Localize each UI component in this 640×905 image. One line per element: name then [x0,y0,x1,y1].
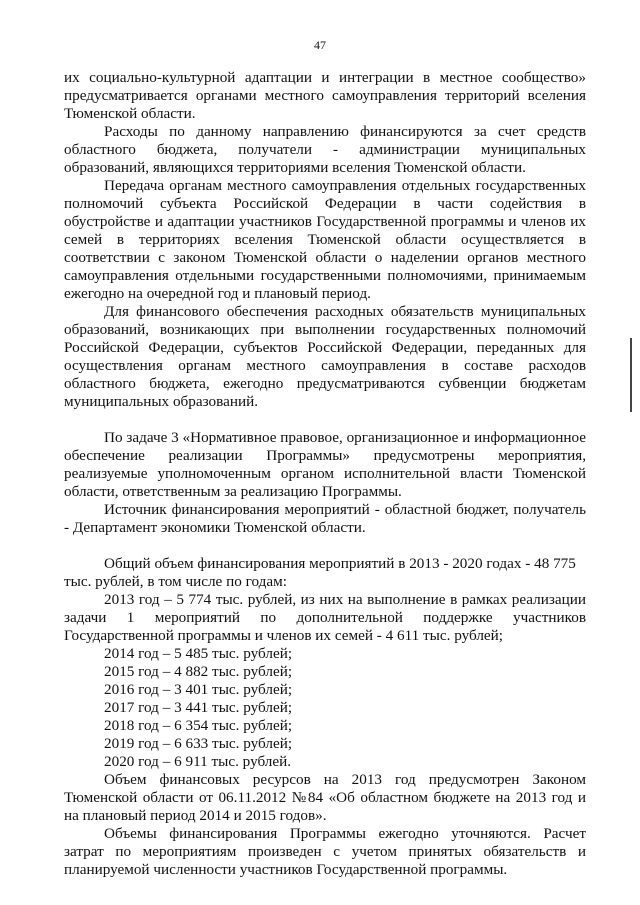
text-line: предусматривается органами местного самоуправления территорий вселения [64,87,586,104]
year-item: 2018 год – 6 354 тыс. рублей; [104,717,293,734]
text-line: Объемы финансирования Программы ежегодно уточняются. Расчет [104,825,586,842]
year-item: 2019 год – 6 633 тыс. рублей; [104,735,293,752]
text-line: муниципальных образований. [64,393,258,410]
text-line: планируемой численности участников Государственной программы. [64,861,508,878]
text-line: обустройстве и адаптации участников Государственной программы и членов их [64,213,586,230]
text-line: Источник финансирования мероприятий - областной бюджет, получатель [104,501,586,518]
text-line: задачи 1 мероприятий по дополнительной поддержке участников [64,609,586,626]
text-line: на плановый период 2014 и 2015 годов». [64,807,327,824]
scan-edge-mark [630,338,632,412]
text-line: их социально-культурной адаптации и интеграции в местное сообщество» [64,69,586,86]
text-line: обеспечение реализации Программы» предусмотрены мероприятия, [64,447,586,464]
text-line: областного бюджета, получатели - администрации муниципальных [64,141,586,158]
text-line: затрат по мероприятиям произведен с учетом принятых обязательств и [64,843,586,860]
text-line: 2013 год – 5 774 тыс. рублей, из них на выполнение в рамках реализации [104,591,586,608]
text-line: Общий объем финансирования мероприятий в 2013 - 2020 годах - 48 775 [104,555,576,572]
text-line: тыс. рублей, в том числе по годам: [64,573,287,590]
text-line: образований, возникающих при выполнении государственных полномочий [64,321,586,338]
text-line: соответствии с законом Тюменской области о наделении органов местного [64,249,586,266]
text-line: реализуемые уполномоченным органом исполнительной власти Тюменской [64,465,586,482]
text-line: По задаче 3 «Нормативное правовое, организационное и информационное [104,429,587,446]
text-line: Тюменской области. [64,105,196,122]
year-item: 2014 год – 5 485 тыс. рублей; [104,645,293,662]
text-line: Передача органам местного самоуправления отдельных государственных [104,177,586,194]
text-line: Расходы по данному направлению финансируются за счет средств [104,123,586,140]
text-line: осуществления органам местного самоуправления в составе расходов [64,357,586,374]
text-line: семей в территориях вселения Тюменской области осуществляется в [64,231,586,248]
text-line: Российской Федерации, субъектов Российской Федерации, переданных для [64,339,586,356]
year-item: 2017 год – 3 441 тыс. рублей; [104,699,293,716]
page-number: 47 [314,38,326,52]
text-line: Объем финансовых ресурсов на 2013 год предусмотрен Законом [104,771,586,788]
text-line: ежегодно на очередной год и плановый период. [64,285,371,302]
text-line: Для финансового обеспечения расходных обязательств муниципальных [104,303,586,320]
text-line: полномочий субъекта Российской Федерации в части содействия в [64,195,586,212]
text-line: самоуправления отдельными государственными полномочиями, принимаемым [64,267,586,284]
year-item: 2020 год – 6 911 тыс. рублей. [104,753,292,770]
text-line: - Департамент экономики Тюменской области. [64,519,366,536]
text-line: областного бюджета, ежегодно предусматриваются субвенции бюджетам [64,375,586,392]
year-item: 2015 год – 4 882 тыс. рублей; [104,663,293,680]
text-line: Тюменской области от 06.11.2012 №84 «Об областном бюджете на 2013 год и [64,789,586,806]
year-item: 2016 год – 3 401 тыс. рублей; [104,681,293,698]
text-line: образований, являющихся территориями вселения Тюменской области. [64,159,526,176]
text-line: области, ответственным за реализацию Программы. [64,483,402,500]
text-line: Государственной программы и членов их семей - 4 611 тыс. рублей; [64,627,504,644]
